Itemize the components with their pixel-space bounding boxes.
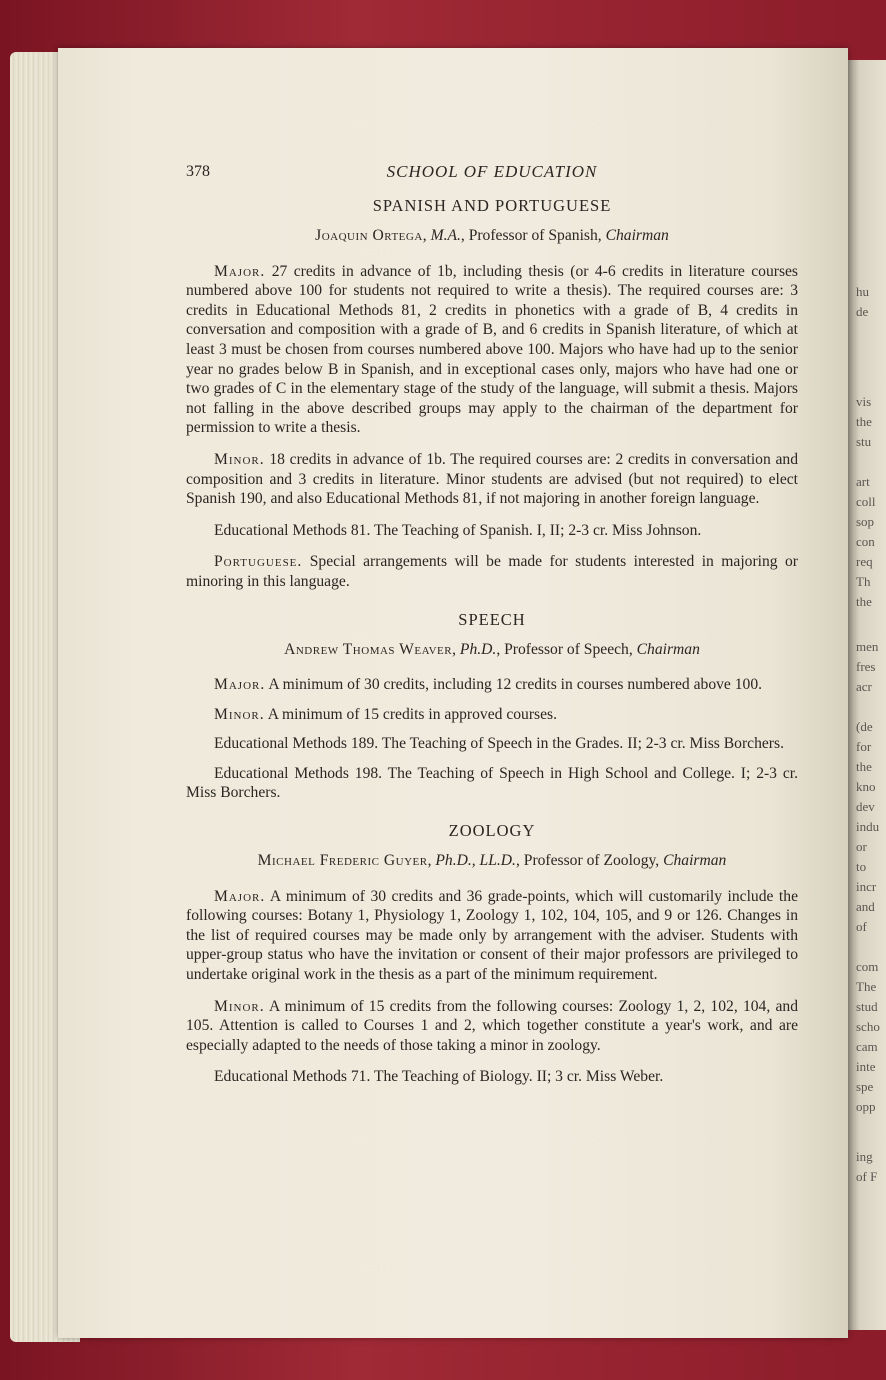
facing-page-fragment: de xyxy=(856,304,869,319)
facing-page-fragment: acr xyxy=(856,679,872,694)
facing-page-fragment: (de xyxy=(856,719,873,734)
faculty-title: Professor of Zoology, xyxy=(523,852,660,870)
facing-page-fragment: inte xyxy=(856,1059,876,1074)
section-title-speech: SPEECH xyxy=(458,609,526,629)
faculty-role: Chairman xyxy=(605,227,669,244)
paragraph-text: Educational Methods 198. The Teaching of Speech in High School and College. I; 2-3 cr. Miss Borchers. xyxy=(186,764,798,802)
facing-page-fragment: opp xyxy=(856,1099,876,1114)
running-head xyxy=(186,160,798,186)
paragraph-lead: Major. xyxy=(214,676,266,694)
paragraph xyxy=(186,521,798,541)
paragraph xyxy=(186,1067,798,1087)
faculty-line: Andrew Thomas Weaver, Ph.D., Professor of Speech, Chairman xyxy=(284,640,700,658)
facing-page-fragment: the xyxy=(856,594,872,609)
faculty-degree: Ph.D., LL.D. xyxy=(435,852,516,870)
facing-page-fragment: indu xyxy=(856,819,880,834)
facing-page-fragment: dev xyxy=(856,799,875,814)
paragraph xyxy=(186,675,798,695)
paragraph xyxy=(186,705,798,725)
faculty-line: Michael Frederic Guyer, Ph.D., LL.D., Professor of Zoology, Chairman xyxy=(257,852,727,870)
facing-page-fragment: the xyxy=(856,759,872,774)
paragraph-text: A minimum of 30 credits, including 12 credits in courses numbered above 100. xyxy=(268,676,763,694)
paragraph-text: 18 credits in advance of 1b. The required courses are: 2 credits in conversation and composition and 3 credits in literature. Minor students are advised (but not required) to elect Spanish 190, and also Educational Methods 81, if not majoring in another foreign language. xyxy=(186,450,798,508)
section-title-spanish: SPANISH AND PORTUGUESE xyxy=(372,196,612,215)
paragraph-text: Educational Methods 189. The Teaching of Speech in the Grades. II; 2-3 cr. Miss Borchers. xyxy=(214,735,784,753)
faculty-title: Professor of Speech, xyxy=(504,640,633,658)
paragraph-lead: Portuguese. xyxy=(214,553,303,571)
facing-page-fragment: spe xyxy=(856,1079,874,1094)
facing-page-edge xyxy=(848,60,886,1330)
facing-page-fragment: com xyxy=(856,959,879,974)
paragraph-lead: Minor. xyxy=(214,705,265,723)
facing-page-fragment: coll xyxy=(856,494,876,509)
facing-page-fragment: req xyxy=(856,554,873,569)
page-number: 378 xyxy=(186,163,210,180)
faculty-name: Joaquin Ortega xyxy=(315,227,423,244)
facing-page-fragment: kno xyxy=(856,779,876,794)
paragraph-text: A minimum of 15 credits from the following courses: Zoology 1, 2, 102, 104, and 105. Attention is called to Courses 1 and 2, which together constitute a year's work, and are especially adapted to the needs of those taking a minor in zoology. xyxy=(186,997,799,1054)
facing-page-fragment: Th xyxy=(856,574,871,589)
facing-page-fragment: stu xyxy=(856,434,872,449)
paragraph-text: Educational Methods 81. The Teaching of Spanish. I, II; 2-3 cr. Miss Johnson. xyxy=(214,521,702,539)
faculty-name: Andrew Thomas Weaver xyxy=(284,640,453,658)
facing-page-fragment: art xyxy=(856,474,870,489)
facing-page-fragment: of F xyxy=(856,1169,878,1184)
facing-page-fragment: or xyxy=(856,839,867,854)
facing-page-fragment: the xyxy=(856,414,872,429)
paragraph xyxy=(186,764,798,803)
facing-page-fragment: for xyxy=(856,739,872,754)
facing-page-fragment: hu xyxy=(856,284,869,299)
section-title-zoology: ZOOLOGY xyxy=(448,821,536,841)
faculty-degree: Ph.D. xyxy=(459,640,497,658)
facing-page-fragment: fres xyxy=(856,659,876,674)
faculty-role: Chairman xyxy=(663,852,727,870)
facing-page-fragment: incr xyxy=(856,879,877,894)
facing-page-fragment: con xyxy=(856,534,875,549)
facing-page-fragment: men xyxy=(856,639,879,654)
paragraph-lead: Major. xyxy=(214,887,266,905)
running-title: SCHOOL OF EDUCATION xyxy=(386,162,598,181)
faculty-name: Michael Frederic Guyer xyxy=(257,852,428,870)
facing-page-fragment: sop xyxy=(856,514,875,529)
paragraph xyxy=(186,997,798,1056)
paragraph-text: 27 credits in advance of 1b, including thesis (or 4-6 credits in literature courses numbered above 100 for students not required to write a thesis). The required courses are: 3 credits in Educational Methods 81, 2 credits in phonetics with a grade of B, 4 credits in conversation and composition with a grade of B, and 6 credits in Spanish literature, of which at least 3 must be chosen from courses numbered above 100. Majors who have had up to the senior year no grades below B in Spanish, and in exceptional cases only, majors who have had one or two grades of C in the elementary stage of the study of the language, will submit a thesis. Majors not falling in the above described groups may apply to the chairman of the department for permission to write a thesis. xyxy=(186,262,799,437)
paragraph xyxy=(186,887,798,985)
facing-page-fragment: vis xyxy=(856,394,872,409)
faculty-degree: M.A. xyxy=(430,227,461,244)
faculty-role: Chairman xyxy=(636,640,700,658)
faculty-title: Professor of Spanish, xyxy=(468,227,602,244)
paragraph-text: Special arrangements will be made for students interested in majoring or minoring in this language. xyxy=(186,553,798,590)
paragraph-lead: Major. xyxy=(214,262,266,280)
facing-page-fragment: and xyxy=(856,899,875,914)
paragraph-lead: Minor. xyxy=(214,450,265,468)
paragraph-text: Educational Methods 71. The Teaching of Biology. II; 3 cr. Miss Weber. xyxy=(214,1068,664,1086)
paragraph-lead: Minor. xyxy=(214,997,265,1015)
faculty-line: Joaquin Ortega, M.A., Professor of Spanish, Chairman xyxy=(315,227,669,244)
page-content xyxy=(186,160,798,1099)
facing-page-fragment: ing xyxy=(856,1149,873,1164)
facing-page-fragment: The xyxy=(856,979,877,994)
facing-page-fragment: stud xyxy=(856,999,878,1014)
paragraph-text: A minimum of 15 credits in approved courses. xyxy=(267,705,558,723)
paragraph xyxy=(186,262,798,438)
facing-page-fragment: of xyxy=(856,919,867,934)
paragraph xyxy=(186,734,798,754)
paragraph xyxy=(186,450,798,509)
paragraph-text: A minimum of 30 credits and 36 grade-points, which will customarily include the following courses: Botany 1, Physiology 1, Zoology 1, 102, 104, 105, and 9 or 126. Changes in the list of required courses may be made only by arrangement with the adviser. Students with upper-group status who have the invitation or consent of their major professors are privileged to undertake original work in the thesis as a part of the minimum requirement. xyxy=(186,887,798,984)
facing-page-fragment: cam xyxy=(856,1039,878,1054)
facing-page-fragment: scho xyxy=(856,1019,880,1034)
paragraph xyxy=(186,552,798,591)
facing-page-fragment: to xyxy=(856,859,867,874)
